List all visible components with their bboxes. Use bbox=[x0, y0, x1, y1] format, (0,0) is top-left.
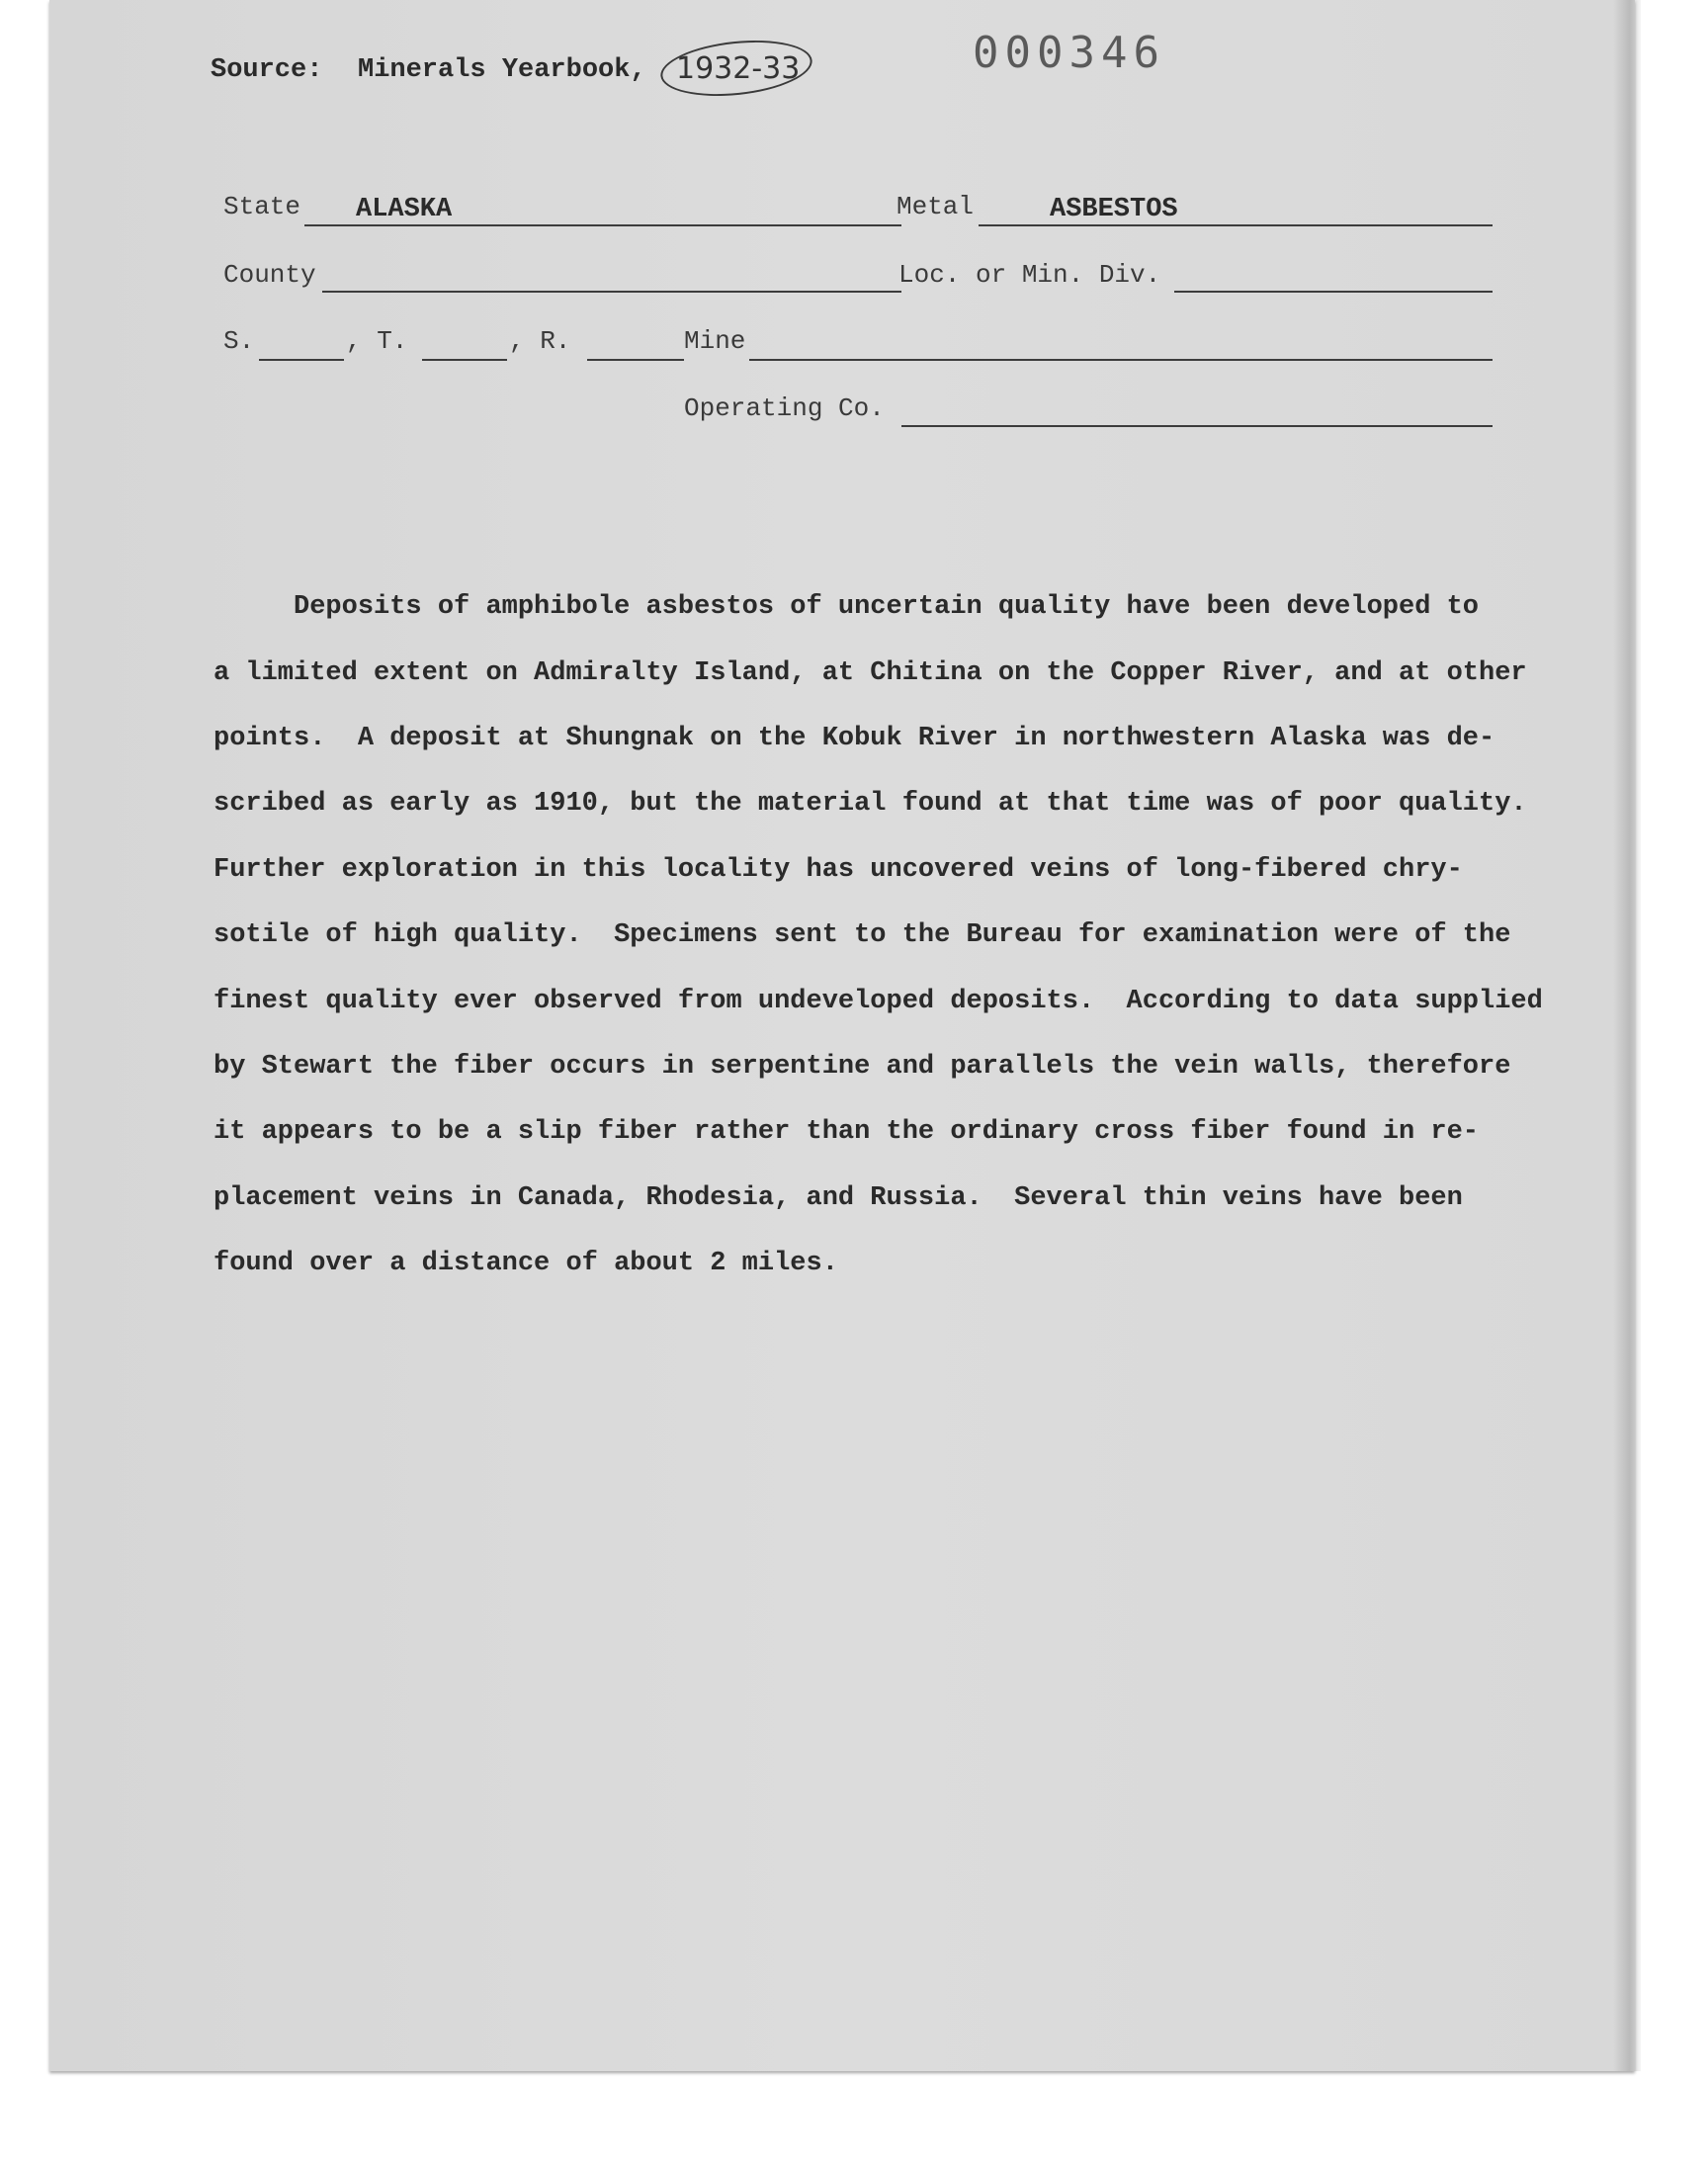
county-label: County bbox=[223, 260, 316, 290]
loc-label: Loc. or Min. Div. bbox=[898, 260, 1161, 290]
township-label: , T. bbox=[346, 326, 408, 356]
section-line bbox=[259, 359, 344, 361]
body-line: a limited extent on Admiralty Island, at Chitina on the Copper River, and at other bbox=[214, 657, 1527, 688]
body-line: by Stewart the fiber occurs in serpentine and parallels the vein walls, therefore bbox=[214, 1052, 1511, 1083]
body-line: points. A deposit at Shungnak on the Kobuk River in northwestern Alaska was de- bbox=[214, 724, 1495, 754]
source-year-handwritten: 1932-33 bbox=[676, 51, 801, 86]
county-line bbox=[322, 291, 901, 293]
body-paragraph bbox=[214, 559, 1597, 1314]
metal-value: ASBESTOS bbox=[1050, 195, 1178, 224]
loc-line bbox=[1174, 291, 1493, 293]
body-line: scribed as early as 1910, but the material found at that time was of poor quality. bbox=[214, 789, 1527, 820]
metal-line bbox=[979, 224, 1493, 226]
source-title: Minerals Yearbook, bbox=[358, 55, 646, 85]
section-label: S. bbox=[223, 326, 255, 356]
mine-line bbox=[749, 359, 1493, 361]
body-line: it appears to be a slip fiber rather than the ordinary cross fiber found in re- bbox=[214, 1117, 1480, 1148]
township-line bbox=[422, 359, 507, 361]
state-value: ALASKA bbox=[356, 195, 453, 224]
range-line bbox=[587, 359, 684, 361]
body-line: found over a distance of about 2 miles. bbox=[214, 1249, 838, 1279]
body-line: Further exploration in this locality has uncovered veins of long-fibered chry- bbox=[214, 854, 1463, 885]
body-line: finest quality ever observed from undeveloped deposits. According to data supplied bbox=[214, 986, 1543, 1016]
range-label: , R. bbox=[509, 326, 571, 356]
source-label: Source: bbox=[211, 55, 323, 85]
state-label: State bbox=[223, 192, 301, 221]
document-number: 000346 bbox=[973, 28, 1165, 78]
operating-co-line bbox=[901, 425, 1493, 427]
body-line: Deposits of amphibole asbestos of uncertain quality have been developed to bbox=[214, 592, 1480, 623]
operating-co-label: Operating Co. bbox=[684, 393, 885, 423]
metal-label: Metal bbox=[897, 192, 975, 221]
mine-label: Mine bbox=[684, 326, 746, 356]
body-line: sotile of high quality. Specimens sent to the Bureau for examination were of the bbox=[214, 920, 1511, 951]
body-line: placement veins in Canada, Rhodesia, and Russia. Several thin veins have been bbox=[214, 1182, 1463, 1213]
sheet-shadow-edge bbox=[1613, 0, 1641, 2071]
state-line bbox=[304, 224, 901, 226]
